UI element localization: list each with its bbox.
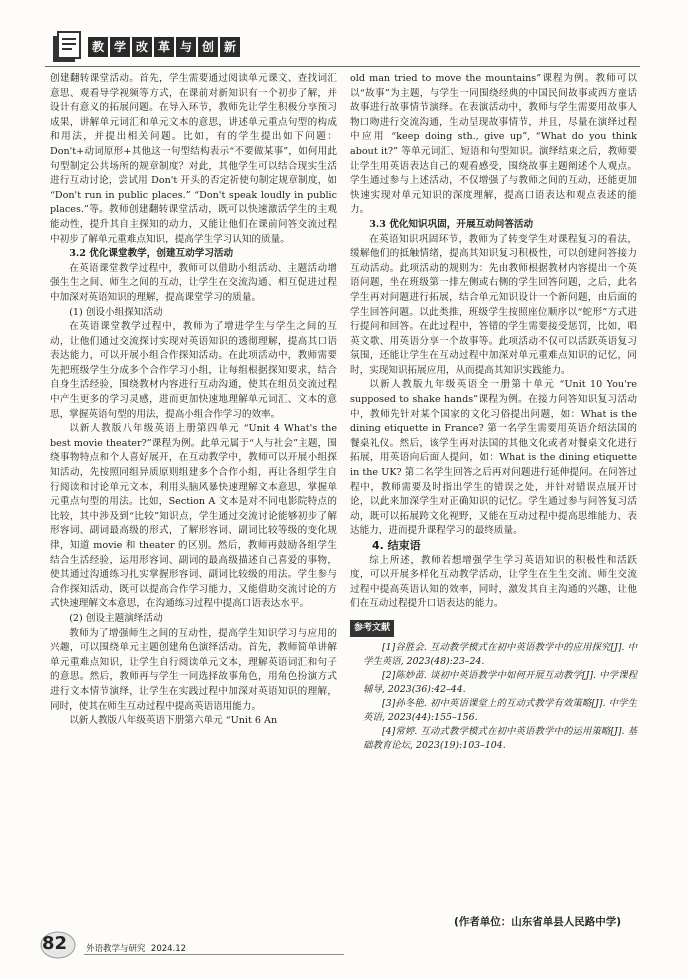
journal-issue: 2024.12 (150, 944, 187, 954)
header-divider (45, 66, 640, 67)
page-header (50, 30, 240, 64)
journal-footer (86, 942, 186, 954)
section-heading: 3.3 优化知识巩固，开展互动问答活动 (369, 218, 534, 230)
reference-item: [4]常婷. 互动式教学模式在初中英语教学中的运用策略[J]. 基础教育论坛, 2023(19):103–104. (363, 725, 637, 751)
page-number: 82 (42, 933, 68, 954)
column-title-char: 教 (88, 37, 108, 57)
body-paragraph: 以新人教版九年级英语全一册第十单元 “Unit 10 You're supposed to shake hands”课程为例。在接力问答知识复习活动中，教师先针对某个国家的文化习俗提出问题，如：What is the dining etiquette in France? 第一名学生需要用英语介绍法国的餐桌礼仪。然后，该学生再对法国的其他文化或者对餐桌文化进行拓展，用英语向后面人提问，如：What is the dining etiquette in the UK? 第二名学生回答之后再对问题进行延伸提问。在问答过程中，教师需要及时指出学生的错误之处，并针对错误点展开讨论，以此来加深学生对正确知识的记忆。学生通过参与问答复习活动，既可以拓展跨文化视野，又能在互动过程中提高思维能力、表达能力，进而提升课程学习的最终质量。 (350, 379, 637, 537)
section-heading: 4. 结束语 (372, 539, 421, 552)
body-paragraph: 以新人教版八年级英语上册第四单元 “Unit 4 What's the best movie theater?”课程为例。此单元属于“人与社会”主题，围绕事物特点和个人喜好展开，在互动教学中，教师可以开展小组探知活动，先按照同组异质原则组建多个合作小组，再让各组学生自行阅读和讨论单元文本，利用头脑风暴快速理解文本意思，掌握单元重点句型的用法。比如，Section A 文本是对不同电影院特点的比较，其中涉及到“比较”知识点，学生通过交流讨论能够初步了解形容词、副词最高级的形式，了解形容词、副词比较等级的变化规律，知道 movie 和 theater 的区别。然后，教师再鼓励各组学生结合生活经验，运用形容词、副词的最高级描述自己喜爱的事物，使其通过沟通练习扎实掌握形容词、副词比较级的用法。学生参与合作探知活动，既可以提高合作学习能力，又能借助交流讨论的方式快速理解文本意思，在沟通练习过程中提高口语表达水平。 (50, 423, 337, 610)
section-heading: 3.2 优化课堂教学，创建互动学习活动 (69, 248, 234, 260)
body-paragraph: 以新人教版八年级英语下册第六单元 “Unit 6 An (69, 715, 278, 727)
left-column (50, 72, 337, 729)
column-title-char: 革 (154, 37, 174, 57)
body-paragraph: 综上所述，教师若想增强学生学习英语知识的积极性和活跃度，可以开展多样化互动教学活动，让学生在生生交流、师生交流过程中提高英语认知的效率，同时，激发其自主沟通的兴趣，让他们在互动过程提升口语表达的能力。 (350, 554, 637, 610)
column-title-char: 改 (132, 37, 152, 57)
column-title-char: 与 (176, 37, 196, 57)
section-heading: (2) 创设主题演绎活动 (69, 612, 163, 624)
body-paragraph: 教师为了增强师生之间的互动性，提高学生知识学习与应用的兴趣，可以围绕单元主题创建角色演绎活动。首先，教师简单讲解单元重难点知识，让学生自行阅读单元文本，理解英语词汇和句子的意思。然后，教师再与学生一同选择故事角色，用角色扮演方式进行文本情节演绎，让学生在实践过程中加深对英语知识的理解，同时，使其在师生互动过程中提高英语语用能力。 (50, 627, 337, 712)
column-title-char: 创 (198, 37, 218, 57)
reference-item: [3]孙冬艳. 初中英语课堂上的互动式教学有效策略[J]. 中学生英语, 2023(44):155–156. (363, 697, 637, 723)
body-paragraph: 在英语知识巩固环节，教师为了转变学生对课程复习的看法，缓解他们的抵触情绪，提高其知识复习积极性，可以创建问答接力互动活动。此项活动的规则为：先由教师根据教材内容提出一个英语问题，坐在班级第一排左侧或右侧的学生回答问题，之后，此名学生再对问题进行拓展，结合单元知识设计一个新问题，由后面的学生回答问题。以此类推，班级学生按照座位顺序以“蛇形”方式进行提问和回答。在此过程中，答错的学生需要接受惩罚，比如，唱英文歌、用英语分享一个故事等。此项活动不仅可以活跃英语复习氛围，还能让学生在互动过程中加深对单元重难点知识的记忆，同时，实现知识拓展应用，从而提高其知识实践能力。 (350, 233, 637, 376)
body-paragraph: 在英语课堂教学过程中，教师可以借助小组活动、主题活动增强生生之间、师生之间的互动，让学生在交流沟通、相互促进过程中加深对英语知识的理解，提高课堂学习的质量。 (50, 262, 337, 303)
author-affiliation: (作者单位：山东省单县人民路中学) (454, 916, 622, 928)
column-logo-icon (50, 30, 84, 64)
section-heading: (1) 创设小组探知活动 (69, 306, 163, 318)
reference-item: [1]谷胜会. 互动教学模式在初中英语教学中的应用探究[J]. 中学生英语, 2023(48):23–24. (363, 641, 637, 667)
references-list (350, 641, 637, 753)
column-title-char: 新 (220, 37, 240, 57)
column-title (88, 37, 240, 57)
body-paragraph: 创建翻转课堂活动。首先，学生需要通过阅读单元课文、查找词汇意思、观看导学视频等方式，在课前对新知识有一个初步了解，并设计有意义的拓展问题。在导入环节，教师先让学生积极分享预习成果，讲解单元词汇和单元文本的意思，讲述单元重点句型的构成和用法，并提出相关问题。比如，有的学生提出如下问题：Don't+动词原形+其他这一句型结构表示“不要做某事”，如何用此句型制定公共场所的规章制度？对此，其他学生可以结合现实生活进行互动讨论，尝试用 Don't 开头的否定祈使句制定规章制度，如 “Don't run in public places.” “Don't speak loudly in public places.”等。教师创建翻转课堂活动，既可以快速激活学生的主观能动性，提升其自主探知的动力，又能让他们在课前问答交流过程中初步了解单元重难点知识，提高学生学习认知的质量。 (50, 73, 337, 245)
body-paragraph: 在英语课堂教学过程中，教师为了增进学生与学生之间的互动，让他们通过交流探讨实现对英语知识的透彻理解，提高其口语表达能力，可以开展小组合作探知活动。在此项活动中，教师需要先把班级学生分成多个合作学习小组，让每组根据探知要求，结合自身生活经验，围绕教材内容进行互动沟通，使其在组员交流过程中产生更多的学习灵感，进而更加快速地理解单元词汇、文本的意思，掌握英语句型的用法，提高小组合作学习的效率。 (50, 321, 337, 420)
page-footer (40, 930, 340, 960)
column-title-char: 学 (110, 37, 130, 57)
journal-name: 外语教学与研究 (86, 944, 146, 954)
body-paragraph: old man tried to move the mountains”课程为例。教师可以以“故事”为主题，与学生一同围绕经典的中国民间故事或西方童话故事进行故事情节演绎。在表演活动中，教师与学生需要用故事人物口吻进行交流沟通，生动呈现故事情节，并且，尽量在演绎过程中应用 “keep doing sth., give up”, “What do you think about it?” 等单元词汇、短语和句型知识。演绎结束之后，教师要让学生用英语表达自己的观看感受，围绕故事主题阐述个人观点。学生通过参与上述活动，不仅增强了与教师之间的互动，还能更加快速实现对单元知识的深度理解，提高口语表达和观点表述的能力。 (350, 73, 637, 216)
footer-divider (84, 954, 344, 955)
reference-item: [2]陈妙苗. 谈初中英语教学中如何开展互动教学[J]. 中学课程辅导, 2023(36):42–44. (363, 669, 637, 695)
references-label: 参考文献 (350, 620, 394, 637)
right-column (350, 72, 637, 753)
